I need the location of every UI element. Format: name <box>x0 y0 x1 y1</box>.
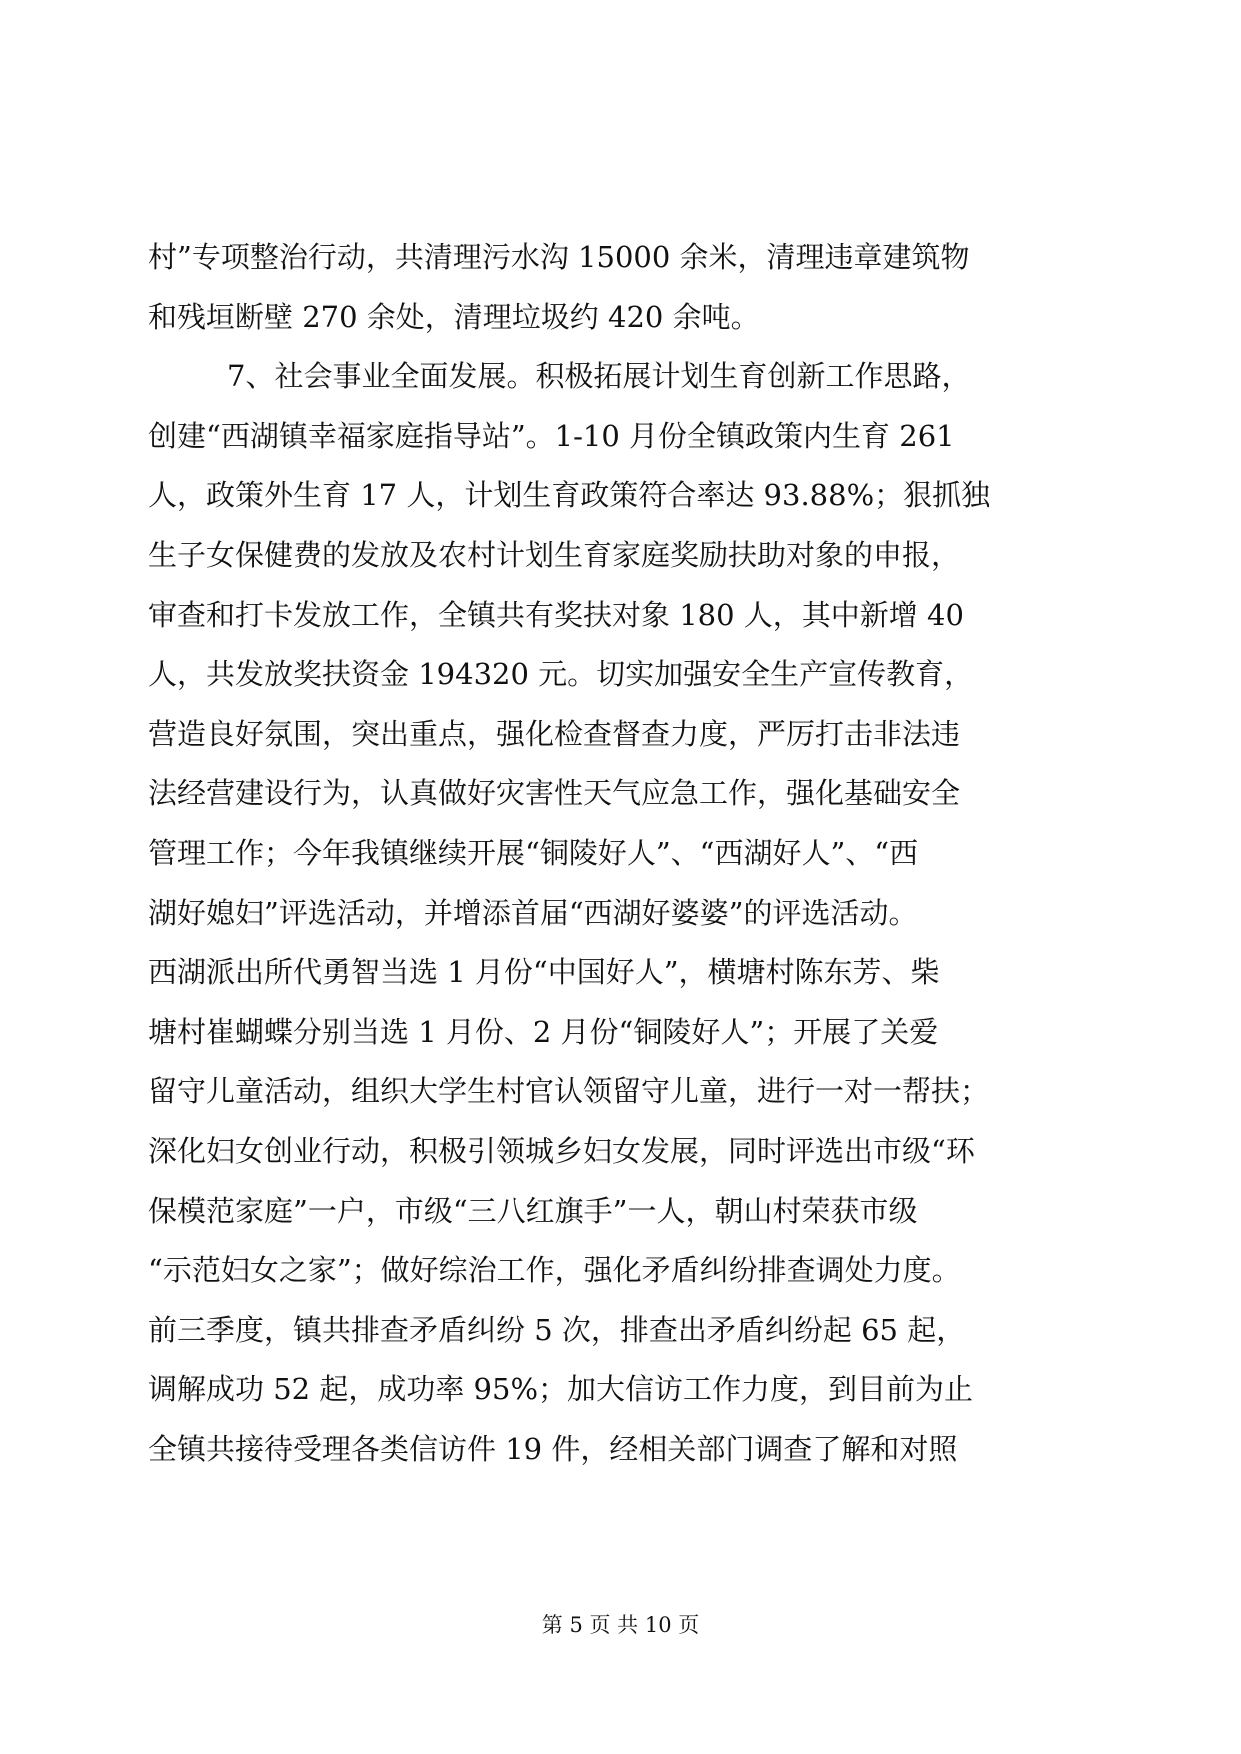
text-line: 留守儿童活动，组织大学生村官认领留守儿童，进行一对一帮扶； <box>148 1074 990 1109</box>
text-line: 人，共发放奖扶资金 194320 元。切实加强安全生产宣传教育， <box>148 657 974 692</box>
text-line: 管理工作；今年我镇继续开展“铜陵好人”、“西湖好人”、“西 <box>148 835 919 870</box>
text-line: 法经营建设行为，认真做好灾害性天气应急工作，强化基础安全 <box>148 776 961 811</box>
text-line: 审查和打卡发放工作，全镇共有奖扶对象 180 人，其中新增 40 <box>148 597 964 632</box>
text-line: 村”专项整治行动，共清理污水沟 15000 余米，清理违章建筑物 <box>148 240 970 274</box>
text-line: 前三季度，镇共排查矛盾纠纷 5 次，排查出矛盾纠纷起 65 起， <box>148 1312 966 1347</box>
page-number-footer: 第 5 页 共 10 页 <box>541 1613 700 1637</box>
text-line: 调解成功 52 起，成功率 95%；加大信访工作力度，到目前为止 <box>148 1372 974 1407</box>
text-line: 营造良好氛围，突出重点，强化检查督查力度，严厉打击非法违 <box>148 716 961 751</box>
text-line: 生子女保健费的发放及农村计划生育家庭奖励扶助对象的申报， <box>148 537 961 572</box>
text-line: 和残垣断壁 270 余处，清理垃圾约 420 余吨。 <box>148 299 760 334</box>
text-line: 湖好媳妇”评选活动，并增添首届“西湖好婆婆”的评选活动。 <box>148 895 918 930</box>
text-line: 创建“西湖镇幸福家庭指导站”。1-10 月份全镇政策内生育 261 <box>148 418 955 453</box>
text-line: “示范妇女之家”；做好综治工作，强化矛盾纠纷排查调处力度。 <box>148 1253 961 1288</box>
text-line: 西湖派出所代勇智当选 1 月份“中国好人”，横塘村陈东芳、柴 <box>148 955 940 990</box>
text-line: 全镇共接待受理各类信访件 19 件，经相关部门调查了解和对照 <box>148 1431 958 1466</box>
text-line: 塘村崔蝴蝶分别当选 1 月份、2 月份“铜陵好人”；开展了关爱 <box>148 1014 939 1049</box>
paragraph-heading-line: 7、社会事业全面发展。积极拓展计划生育创新工作思路， <box>227 359 971 394</box>
text-line: 人，政策外生育 17 人，计划生育政策符合率达 93.88%；狠抓独 <box>148 478 991 513</box>
text-line: 深化妇女创业行动，积极引领城乡妇女发展，同时评选出市级“环 <box>148 1133 975 1168</box>
body-text <box>148 228 1094 1479</box>
text-line: 保模范家庭”一户，市级“三八红旗手”一人，朝山村荣获市级 <box>148 1193 918 1228</box>
